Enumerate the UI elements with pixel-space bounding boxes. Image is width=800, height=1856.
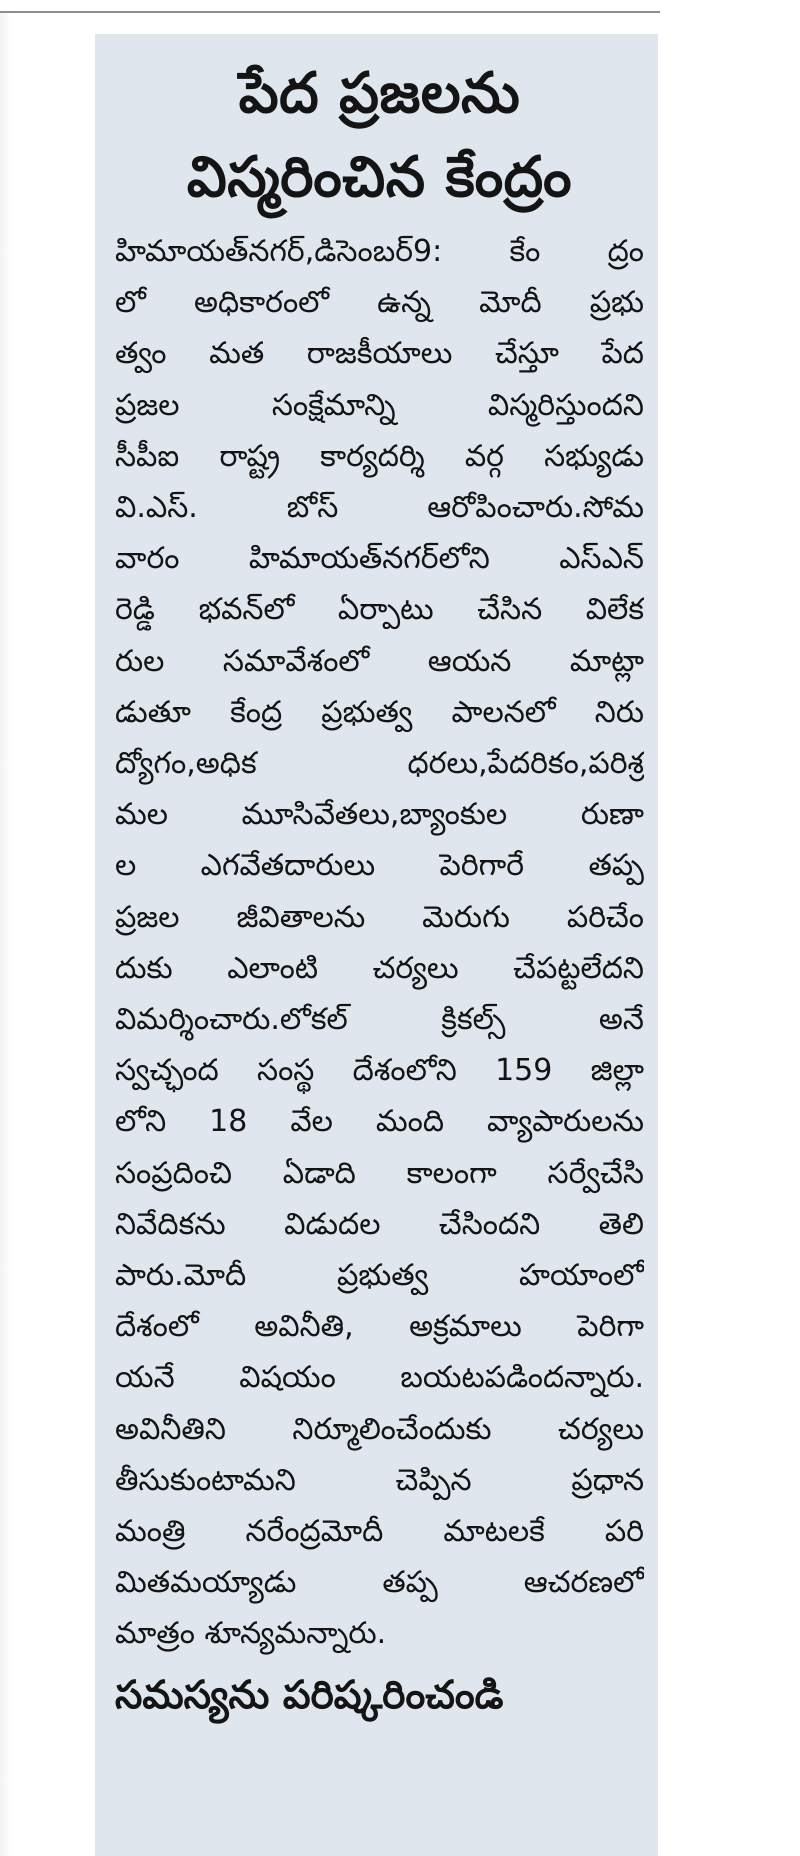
body-line: నివేదికను విడుదల చేసిందని తెలి — [115, 1206, 644, 1242]
body-line: మంత్రి నరేంద్రమోదీ మాటలకే పరి — [115, 1514, 644, 1550]
body-line: రెడ్డి భవన్‌లో ఏర్పాటు చేసిన విలేక — [115, 592, 644, 628]
headline-line-2: విస్మరించిన కేంద్రం — [186, 145, 573, 210]
body-line: లోని 18 వేల మంది వ్యాపారులను — [115, 1104, 644, 1140]
body-line: ద్యోగం,అధిక ధరలు,పేదరికం,పరిశ్ర — [115, 746, 644, 782]
body-line: లో అధికారంలో ఉన్న మోదీ ప్రభు — [115, 285, 644, 321]
headline-line-1: పేద ప్రజలను — [238, 61, 521, 126]
body-line: మల మూసివేతలు,బ్యాంకుల రుణా — [115, 797, 644, 833]
body-line: ప్రజల సంక్షేమాన్ని విస్మరిస్తుందని — [115, 387, 644, 423]
body-line: మితమయ్యాడు తప్ప ఆచరణలో — [115, 1565, 644, 1601]
body-line: సీపీఐ రాష్ట్ర కార్యదర్శి వర్గ సభ్యుడు — [115, 438, 644, 474]
body-line: ల ఎగవేతదారులు పెరిగారే తప్ప — [115, 848, 644, 884]
body-line: వి.ఎస్. బోస్ ఆరోపించారు.సోమ — [115, 490, 644, 526]
article-subheading: సమస్యను పరిష్కరించండి — [115, 1672, 504, 1718]
body-line: రుల సమావేశంలో ఆయన మాట్లా — [115, 643, 644, 679]
body-line: విమర్శించారు.లోకల్ క్రికల్స్ అనే — [115, 1002, 644, 1038]
news-article-column — [95, 34, 658, 1856]
body-line: డుతూ కేంద్ర ప్రభుత్వ పాలనలో నిరు — [115, 694, 644, 730]
body-line: తీసుకుంటామని చెప్పిన ప్రధాన — [115, 1462, 644, 1498]
body-line: మాత్రం శూన్యమన్నారు. — [115, 1616, 387, 1652]
body-line: దేశంలో అవినీతి, అక్రమాలు పెరిగా — [115, 1309, 644, 1345]
article-body — [115, 226, 644, 1660]
body-line: స్వచ్ఛంద సంస్థ దేశంలోని 159 జిల్లా — [115, 1053, 644, 1089]
body-line: పారు.మోదీ ప్రభుత్వ హయాంలో — [115, 1258, 644, 1294]
body-line: అవినీతిని నిర్మూలించేందుకు చర్యలు — [115, 1411, 644, 1447]
body-line: త్వం మత రాజకీయాలు చేస్తూ పేద — [115, 336, 644, 372]
body-line: దుకు ఎలాంటి చర్యలు చేపట్టలేదని — [115, 950, 644, 986]
body-line: యనే విషయం బయటపడిందన్నారు. — [115, 1360, 644, 1396]
body-line: హిమాయత్‌నగర్,డిసెంబర్9: కేం ద్రం — [115, 234, 644, 269]
body-line: ప్రజల జీవితాలను మెరుగు పరిచేం — [115, 899, 644, 935]
article-headline — [115, 52, 644, 220]
page-edge-shadow — [0, 13, 10, 1856]
body-line: సంప్రదించి ఏడాది కాలంగా సర్వేచేసి — [115, 1155, 644, 1191]
body-line: వారం హిమాయత్‌నగర్‌లోని ఎస్‌ఎన్ — [115, 541, 644, 577]
top-divider-rule — [0, 11, 660, 13]
